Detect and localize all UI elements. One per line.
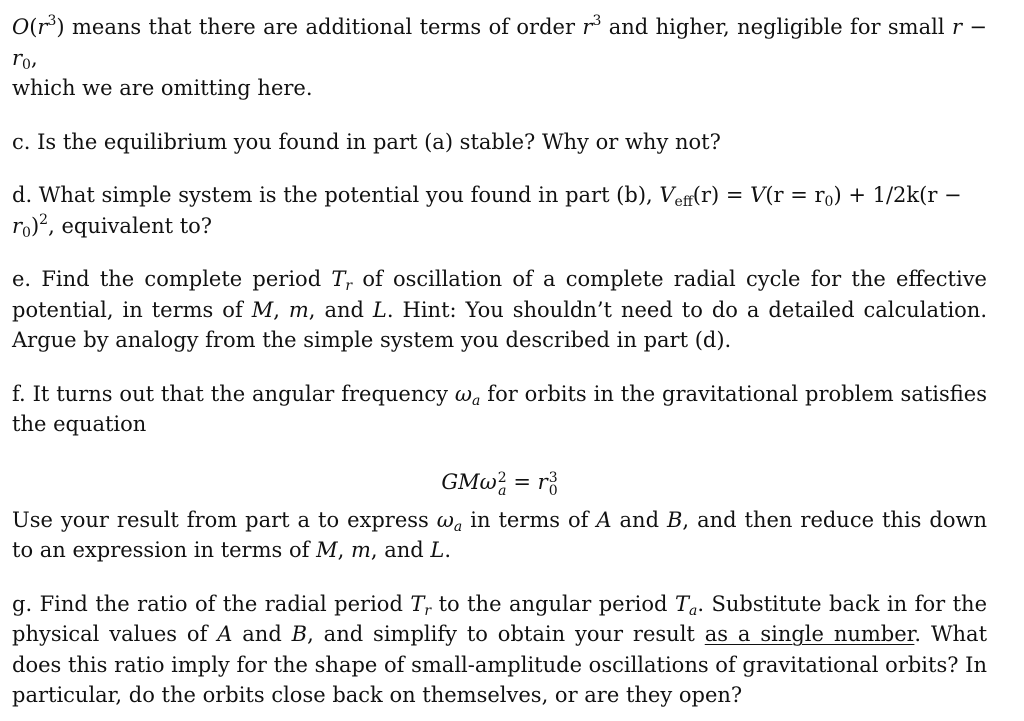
exponent: 3 xyxy=(592,13,602,29)
var-M: M xyxy=(251,297,274,322)
var-r: r xyxy=(951,15,962,39)
text-run: , xyxy=(30,45,38,70)
var-L: L xyxy=(430,538,445,562)
text-run: , xyxy=(273,297,289,322)
var-V: V xyxy=(659,183,675,207)
subscript: a xyxy=(688,602,698,619)
big-o-symbol: O xyxy=(12,15,30,39)
exponent: 3 xyxy=(47,13,57,29)
var-B: B xyxy=(291,622,308,646)
text-run: (r = r xyxy=(765,183,825,207)
var-A: A xyxy=(217,622,233,646)
var-omega: ω xyxy=(436,507,454,532)
var-r0: r xyxy=(12,45,23,70)
var-m: m xyxy=(288,297,309,322)
exponent: 3 xyxy=(548,469,558,486)
var-M: M xyxy=(316,538,338,562)
text-run: (r) = xyxy=(692,183,751,207)
text-run: in terms of xyxy=(462,507,597,532)
part-f-question xyxy=(12,379,987,440)
text-run: which we are omitting here. xyxy=(12,76,313,100)
part-e-question xyxy=(12,264,987,356)
sup-sub-stack xyxy=(497,469,507,499)
text-run: c. Is the equilibrium you found in part (a) stable? Why or why not? xyxy=(12,129,721,154)
subscript: 0 xyxy=(22,56,31,73)
problem-text xyxy=(12,12,987,711)
var-r0: r xyxy=(12,213,23,238)
text-run: ) + 1/2k(r − xyxy=(833,183,962,207)
intro-paragraph xyxy=(12,12,987,104)
subscript: eff xyxy=(674,194,693,210)
text-run: ) xyxy=(30,213,40,238)
var-omega: ω xyxy=(454,381,473,406)
subscript: r xyxy=(345,278,353,294)
text-run: , xyxy=(337,538,351,562)
text-run: and xyxy=(232,622,292,646)
text-run: ) means that there are additional terms of order xyxy=(56,15,583,39)
text-run: . What does this ratio imply for the shape of small-amplitude oscillations of gravitational orbits? In particular, do the orbits close back on themselves, or are they open? xyxy=(12,622,988,707)
text-run: . xyxy=(444,538,452,562)
subscript: a xyxy=(453,518,463,535)
part-c-question xyxy=(12,127,987,158)
part-d-question xyxy=(12,180,987,241)
text-run: to the angular period xyxy=(431,591,675,616)
subscript: 0 xyxy=(548,482,558,499)
subscript: 0 xyxy=(22,224,31,241)
minus-sign: − xyxy=(962,15,987,39)
sup-sub-stack xyxy=(548,469,558,499)
text-run: . Hint: You shouldn’t need to do a detailed calculation. Argue by analogy from the simple system you described in part (d). xyxy=(12,297,987,352)
var-T: T xyxy=(410,591,425,616)
text-run: and xyxy=(611,507,667,532)
var-r: r xyxy=(582,15,593,39)
text-run: . Substitute back in for the physical values of xyxy=(12,591,987,646)
subscript: 0 xyxy=(824,194,834,210)
text-run: d. What simple system is the potential you found in part (b), xyxy=(12,183,660,207)
var-A: A xyxy=(596,507,612,532)
display-equation xyxy=(12,465,987,499)
var-T: T xyxy=(674,591,689,616)
equation-lhs: GMω xyxy=(441,469,497,494)
subscript: r xyxy=(424,602,432,619)
text-run: ( xyxy=(29,15,38,39)
text-run: , equivalent to? xyxy=(48,213,213,238)
subscript: a xyxy=(472,392,481,409)
text-run: , and then reduce this down to an expression in terms of xyxy=(12,507,987,562)
text-run: e. Find the complete period xyxy=(12,267,332,291)
subscript: a xyxy=(498,482,507,499)
text-run: , and simplify to obtain your result xyxy=(307,622,705,646)
text-run: of oscillation of a complete radial cycle for the effective potential, in terms of xyxy=(12,267,987,322)
var-r: r xyxy=(37,15,48,39)
var-B: B xyxy=(666,507,683,532)
exponent: 2 xyxy=(39,211,49,228)
text-run: for orbits in the gravitational problem satisfies the equation xyxy=(12,381,987,436)
var-L: L xyxy=(372,297,387,322)
var-m: m xyxy=(350,538,371,562)
var-V: V xyxy=(750,183,766,207)
text-run: and higher, negligible for small xyxy=(601,15,952,39)
text-run: , and xyxy=(370,538,431,562)
text-run: , and xyxy=(308,297,373,322)
equation-rhs: = r xyxy=(506,469,548,494)
text-run: f. It turns out that the angular frequency xyxy=(12,381,455,406)
var-T: T xyxy=(331,267,346,291)
text-run: g. Find the ratio of the radial period xyxy=(12,591,411,616)
exponent: 2 xyxy=(497,469,507,486)
underlined-phrase: as a single number xyxy=(704,622,915,646)
part-g-question xyxy=(12,589,987,711)
text-run: Use your result from part a to express xyxy=(12,507,437,532)
part-f-followup xyxy=(12,505,987,566)
